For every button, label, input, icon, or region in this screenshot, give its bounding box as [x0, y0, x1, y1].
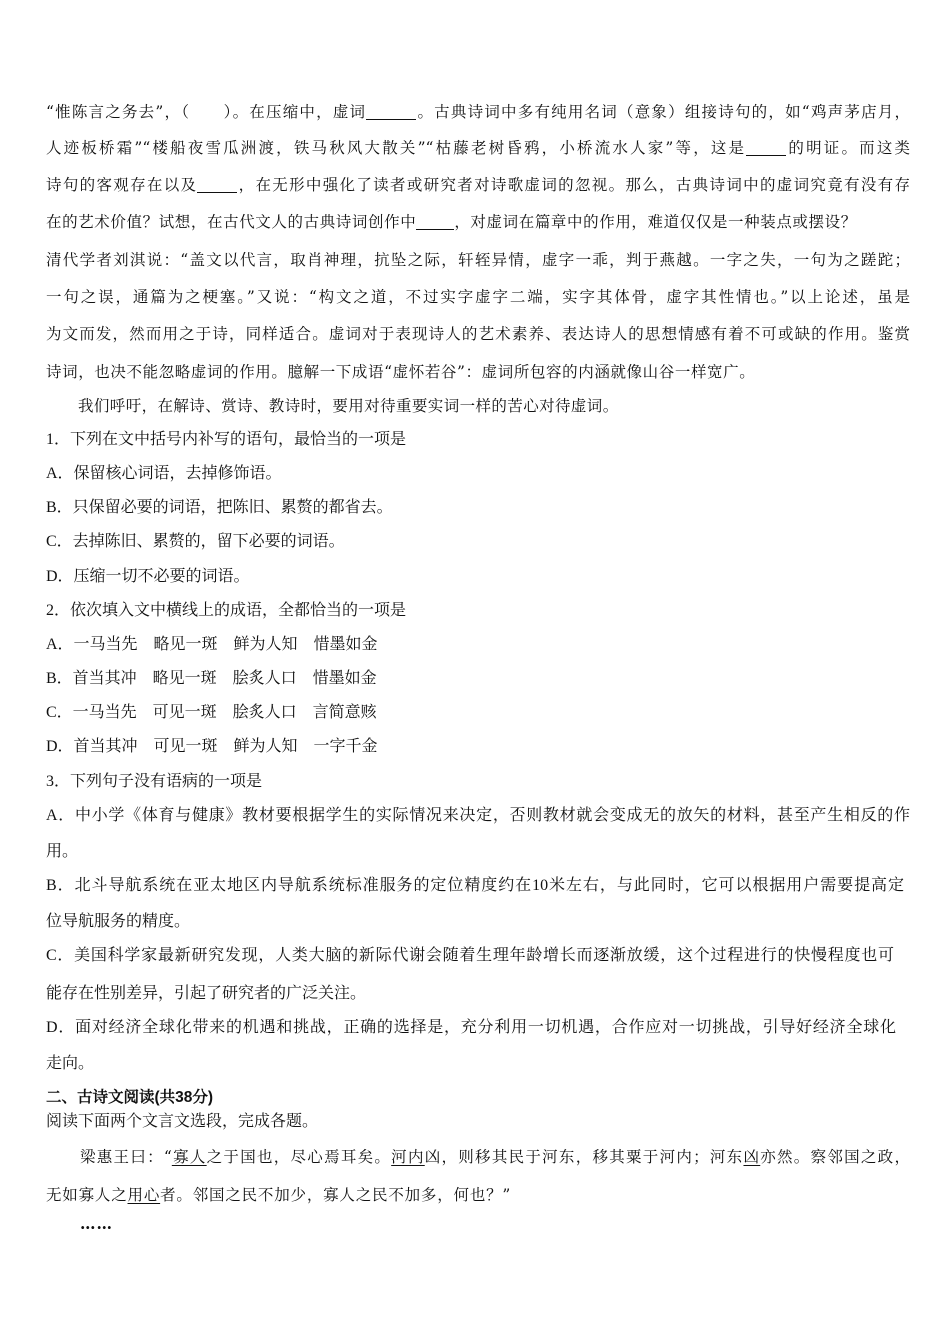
question-3-option-b: B．北斗导航系统在亚太地区内导航系统标准服务的定位精度约在10米左右，与此同时，它可以根据用户需要提高定 [46, 877, 904, 894]
question-2-option-b: B．首当其冲 略见一斑 脍炙人口 惜墨如金 [46, 670, 377, 687]
passage-text: ，在无形中强化了读者或研究者对诗歌虚词的忽视。那么，古典诗词中的虚词究竟有没有存 [237, 176, 910, 194]
question-2-option-c: C．一马当先 可见一斑 脍炙人口 言简意赅 [46, 704, 377, 721]
passage-text: 人迹板桥霜”“楼船夜雪瓜洲渡，铁马秋风大散关”“枯藤老树昏鸦，小桥流水人家”等，这是 [46, 139, 747, 157]
question-1-option-a: A．保留核心词语，去掉修饰语。 [46, 465, 282, 482]
passage-line-7: 为文而发，然而用之于诗，同样适合。虚词对于表现诗人的艺术素养、表达诗人的思想情感有着不可或缺的作用。鉴赏 [46, 325, 910, 343]
question-2-option-d: D．首当其冲 可见一斑 鲜为人知 一字千金 [46, 738, 378, 755]
ellipsis: …… [80, 1214, 113, 1233]
underlined-word: 河内 [391, 1148, 425, 1166]
question-3-option-b-cont: 位导航服务的精度。 [46, 913, 191, 930]
section-2-heading: 二、古诗文阅读(共38分) [46, 1089, 214, 1106]
question-3-option-a: A．中小学《体育与健康》教材要根据学生的实际情况来决定，否则教材就会变成无的放矢的材料，甚至产生相反的作 [46, 807, 910, 824]
question-3-stem: 3．下列句子没有语病的一项是 [46, 773, 263, 790]
classical-text: 之于国也，尽心焉耳矣。 [206, 1148, 392, 1166]
passage-line-4 [46, 212, 910, 232]
question-3-option-c-cont: 能存在性别差异，引起了研究者的广泛关注。 [46, 985, 367, 1002]
classical-text: 梁惠王曰：“ [80, 1148, 172, 1166]
question-1-option-c: C．去掉陈旧、累赘的，留下必要的词语。 [46, 533, 345, 550]
classical-text-line-2 [46, 1185, 910, 1205]
underlined-word: 用心 [127, 1186, 161, 1204]
fill-blank [746, 140, 786, 156]
classical-text: 无如寡人之 [46, 1186, 128, 1204]
passage-line-3 [46, 175, 910, 195]
passage-line-1 [46, 102, 910, 122]
passage-text: 。古典诗词中多有纯用名词（意象）组接诗句的，如“鸡声茅店月， [416, 103, 910, 121]
question-3-option-a-cont: 用。 [46, 843, 79, 860]
question-1-option-d: D．压缩一切不必要的词语。 [46, 568, 250, 585]
passage-line-8: 诗词，也决不能忽略虚词的作用。臆解一下成语“虚怀若谷”：虚词所包容的内涵就像山谷一样宽广。 [46, 363, 756, 381]
underlined-word: 凶 [743, 1148, 761, 1166]
fill-blank [197, 177, 237, 193]
classical-text: 凶，则移其民于河东，移其粟于河内；河东 [424, 1148, 744, 1166]
classical-text-line-1 [80, 1147, 910, 1167]
question-1-option-b: B．只保留必要的词语，把陈旧、累赘的都省去。 [46, 499, 393, 516]
passage-text: 诗句的客观存在以及 [46, 176, 198, 194]
fill-blank [366, 104, 416, 120]
question-3-option-d: D．面对经济全球化带来的机遇和挑战，正确的选择是，充分利用一切机遇，合作应对一切挑战，引导好经济全球化 [46, 1019, 896, 1036]
question-1-stem: 1．下列在文中括号内补写的语句，最恰当的一项是 [46, 431, 407, 448]
question-2-option-a: A．一马当先 略见一斑 鲜为人知 惜墨如金 [46, 636, 378, 653]
passage-line-2 [46, 138, 910, 158]
fill-blank [416, 214, 454, 230]
passage-line-5: 清代学者刘淇说：“盖文以代言，取肖神理，抗坠之际，轩轾异情，虚字一乖，判于燕越。一字之失，一句为之蹉跎； [46, 251, 910, 269]
underlined-word: 寡人 [171, 1148, 207, 1166]
question-2-stem: 2．依次填入文中横线上的成语，全都恰当的一项是 [46, 602, 407, 619]
passage-text: 在的艺术价值？试想，在古代文人的古典诗词创作中 [46, 213, 417, 231]
passage-text: “惟陈言之务去”，（ ）。在压缩中，虚词 [46, 103, 367, 121]
classical-text: 亦然。察邻国之政， [760, 1148, 910, 1166]
passage-text: ，对虚词在篇章中的作用，难道仅仅是一种装点或摆设？ [454, 213, 857, 231]
question-3-option-d-cont: 走向。 [46, 1055, 95, 1072]
section-2-instruction: 阅读下面两个文言文选段，完成各题。 [46, 1113, 319, 1130]
passage-line-6: 一句之误，通篇为之梗塞。”又说：“构文之道，不过实字虚字二端，实字其体骨，虚字其性情也。”以上论述，虽是 [46, 288, 910, 306]
passage-text: 的明证。而这类 [786, 139, 910, 157]
passage-line-9: 我们呼吁，在解诗、赏诗、教诗时，要用对待重要实词一样的苦心对待虚词。 [78, 397, 619, 415]
question-3-option-c: C．美国科学家最新研究发现，人类大脑的新际代谢会随着生理年龄增长而逐渐放缓，这个过程进行的快慢程度也可 [46, 947, 894, 964]
classical-text: 者。邻国之民不加少，寡人之民不加多，何也？” [160, 1186, 512, 1204]
